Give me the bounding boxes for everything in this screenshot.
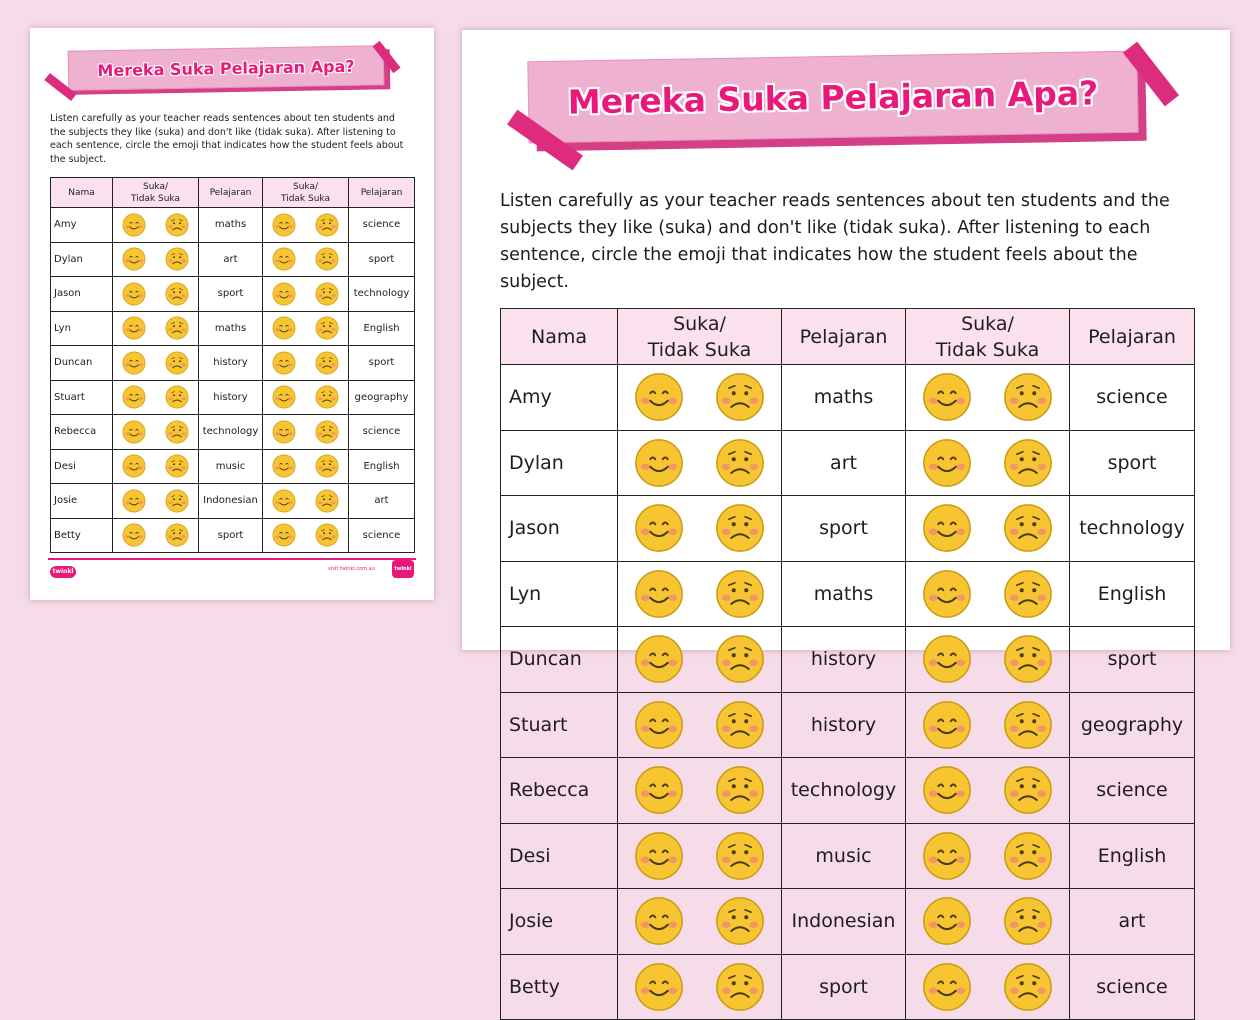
emoji-cell xyxy=(113,208,199,243)
emoji-cell xyxy=(113,518,199,553)
happy-face-icon[interactable] xyxy=(122,489,146,513)
emoji-cell xyxy=(906,758,1070,824)
header-feeling: Suka/ Tidak Suka xyxy=(263,178,349,208)
sad-face-icon[interactable] xyxy=(165,454,189,478)
student-name: Dylan xyxy=(501,430,618,496)
sad-face-icon[interactable] xyxy=(715,700,765,750)
happy-face-icon[interactable] xyxy=(272,420,296,444)
happy-face-icon[interactable] xyxy=(272,282,296,306)
emoji-cell xyxy=(113,449,199,484)
header-feeling: Suka/ Tidak Suka xyxy=(906,309,1070,365)
sad-face-icon[interactable] xyxy=(715,569,765,619)
student-table xyxy=(500,308,1195,1020)
sad-face-icon[interactable] xyxy=(1003,896,1053,946)
sad-face-icon[interactable] xyxy=(165,420,189,444)
sad-face-icon[interactable] xyxy=(165,247,189,271)
header-subject: Pelajaran xyxy=(349,178,415,208)
subject-cell: music xyxy=(199,449,263,484)
table-row xyxy=(51,449,415,484)
sad-face-icon[interactable] xyxy=(1003,962,1053,1012)
emoji-cell xyxy=(618,365,782,431)
student-name: Desi xyxy=(501,823,618,889)
student-name: Lyn xyxy=(51,311,113,346)
happy-face-icon[interactable] xyxy=(634,831,684,881)
emoji-cell xyxy=(113,242,199,277)
sad-face-icon[interactable] xyxy=(1003,634,1053,684)
emoji-cell xyxy=(263,208,349,243)
happy-face-icon[interactable] xyxy=(922,962,972,1012)
happy-face-icon[interactable] xyxy=(634,634,684,684)
happy-face-icon[interactable] xyxy=(634,896,684,946)
emoji-cell xyxy=(618,823,782,889)
table-row xyxy=(501,627,1195,693)
student-name: Stuart xyxy=(51,380,113,415)
happy-face-icon[interactable] xyxy=(272,247,296,271)
sad-face-icon[interactable] xyxy=(1003,765,1053,815)
sad-face-icon[interactable] xyxy=(315,351,339,375)
happy-face-icon[interactable] xyxy=(272,385,296,409)
student-name: Lyn xyxy=(501,561,618,627)
student-name: Josie xyxy=(501,889,618,955)
sad-face-icon[interactable] xyxy=(165,316,189,340)
emoji-cell xyxy=(263,518,349,553)
table-row xyxy=(501,823,1195,889)
sad-face-icon[interactable] xyxy=(315,489,339,513)
student-name: Jason xyxy=(501,496,618,562)
happy-face-icon[interactable] xyxy=(634,372,684,422)
instructions: Listen carefully as your teacher reads sentences about ten students and the subjects they like (suka) and don't like (tidak suka). After listening to each sentence, circle the emoji that indicates how the student feels about the subject. xyxy=(500,191,1170,292)
sad-face-icon[interactable] xyxy=(315,282,339,306)
subject-cell: technology xyxy=(1070,496,1195,562)
subject-cell: English xyxy=(349,449,415,484)
happy-face-icon[interactable] xyxy=(634,503,684,553)
subject-cell: music xyxy=(782,823,906,889)
happy-face-icon[interactable] xyxy=(922,700,972,750)
header-name: Nama xyxy=(51,178,113,208)
sad-face-icon[interactable] xyxy=(165,213,189,237)
student-name: Rebecca xyxy=(51,415,113,450)
sad-face-icon[interactable] xyxy=(715,831,765,881)
emoji-cell xyxy=(906,823,1070,889)
header-subject: Pelajaran xyxy=(199,178,263,208)
student-name: Betty xyxy=(51,518,113,553)
happy-face-icon[interactable] xyxy=(634,962,684,1012)
table-header-row xyxy=(501,309,1195,365)
subject-cell: history xyxy=(199,346,263,381)
subject-cell: maths xyxy=(199,311,263,346)
subject-cell: technology xyxy=(199,415,263,450)
emoji-cell xyxy=(263,242,349,277)
happy-face-icon[interactable] xyxy=(122,385,146,409)
emoji-cell xyxy=(618,627,782,693)
subject-cell: sport xyxy=(1070,430,1195,496)
subject-cell: sport xyxy=(199,518,263,553)
twinkl-badge: twinkl xyxy=(392,560,414,578)
instructions: Listen carefully as your teacher reads sentences about ten students and the subjects they like (suka) and don't like (tidak suka). After listening to each sentence, circle the emoji that indicates how the student feels about the subject. xyxy=(50,113,404,165)
sad-face-icon[interactable] xyxy=(1003,503,1053,553)
happy-face-icon[interactable] xyxy=(122,247,146,271)
sad-face-icon[interactable] xyxy=(715,503,765,553)
happy-face-icon[interactable] xyxy=(272,213,296,237)
subject-cell: technology xyxy=(349,277,415,312)
emoji-cell xyxy=(618,758,782,824)
subject-cell: technology xyxy=(782,758,906,824)
happy-face-icon[interactable] xyxy=(634,765,684,815)
subject-cell: art xyxy=(199,242,263,277)
happy-face-icon[interactable] xyxy=(922,438,972,488)
happy-face-icon[interactable] xyxy=(272,316,296,340)
happy-face-icon[interactable] xyxy=(922,831,972,881)
subject-cell: maths xyxy=(782,365,906,431)
header-feeling: Suka/ Tidak Suka xyxy=(618,309,782,365)
happy-face-icon[interactable] xyxy=(272,489,296,513)
table-row xyxy=(51,277,415,312)
table-row xyxy=(501,365,1195,431)
subject-cell: science xyxy=(349,518,415,553)
happy-face-icon[interactable] xyxy=(922,634,972,684)
table-row xyxy=(51,518,415,553)
footer-url: visit twinkl.com.au xyxy=(328,566,375,572)
student-name: Dylan xyxy=(51,242,113,277)
sad-face-icon[interactable] xyxy=(165,523,189,547)
happy-face-icon[interactable] xyxy=(922,372,972,422)
happy-face-icon[interactable] xyxy=(272,351,296,375)
happy-face-icon[interactable] xyxy=(634,700,684,750)
student-name: Amy xyxy=(51,208,113,243)
sad-face-icon[interactable] xyxy=(315,213,339,237)
happy-face-icon[interactable] xyxy=(922,896,972,946)
table-row xyxy=(501,758,1195,824)
subject-cell: geography xyxy=(349,380,415,415)
student-name: Jason xyxy=(51,277,113,312)
happy-face-icon[interactable] xyxy=(122,420,146,444)
sad-face-icon[interactable] xyxy=(315,247,339,271)
table-row xyxy=(51,311,415,346)
happy-face-icon[interactable] xyxy=(922,765,972,815)
header-subject: Pelajaran xyxy=(1070,309,1195,365)
emoji-cell xyxy=(618,496,782,562)
table-row xyxy=(501,692,1195,758)
emoji-cell xyxy=(263,311,349,346)
emoji-cell xyxy=(113,380,199,415)
student-table xyxy=(50,177,415,553)
happy-face-icon[interactable] xyxy=(272,454,296,478)
subject-cell: English xyxy=(1070,823,1195,889)
sad-face-icon[interactable] xyxy=(715,896,765,946)
sad-face-icon[interactable] xyxy=(165,282,189,306)
subject-cell: science xyxy=(1070,954,1195,1020)
header-name: Nama xyxy=(501,309,618,365)
student-name: Rebecca xyxy=(501,758,618,824)
subject-cell: Indonesian xyxy=(782,889,906,955)
subject-cell: maths xyxy=(199,208,263,243)
sad-face-icon[interactable] xyxy=(315,316,339,340)
sad-face-icon[interactable] xyxy=(715,765,765,815)
student-name: Amy xyxy=(501,365,618,431)
table-row xyxy=(51,380,415,415)
footer-divider xyxy=(48,558,416,560)
sad-face-icon[interactable] xyxy=(715,438,765,488)
subject-cell: history xyxy=(199,380,263,415)
worksheet-thumbnail[interactable] xyxy=(30,28,434,600)
subject-cell: history xyxy=(782,692,906,758)
subject-cell: science xyxy=(349,415,415,450)
happy-face-icon[interactable] xyxy=(634,569,684,619)
emoji-cell xyxy=(263,380,349,415)
emoji-cell xyxy=(906,496,1070,562)
student-name: Desi xyxy=(51,449,113,484)
subject-cell: history xyxy=(782,627,906,693)
worksheet-zoomed[interactable] xyxy=(462,30,1230,998)
emoji-cell xyxy=(906,889,1070,955)
emoji-cell xyxy=(906,627,1070,693)
table-row xyxy=(51,242,415,277)
emoji-cell xyxy=(618,692,782,758)
happy-face-icon[interactable] xyxy=(122,282,146,306)
happy-face-icon[interactable] xyxy=(922,569,972,619)
subject-cell: art xyxy=(782,430,906,496)
title-banner xyxy=(64,44,404,104)
subject-cell: science xyxy=(349,208,415,243)
subject-cell: sport xyxy=(782,954,906,1020)
student-name: Stuart xyxy=(501,692,618,758)
header-feeling: Suka/ Tidak Suka xyxy=(113,178,199,208)
table-row xyxy=(51,208,415,243)
emoji-cell xyxy=(618,954,782,1020)
table-row xyxy=(51,346,415,381)
table-row xyxy=(501,496,1195,562)
sad-face-icon[interactable] xyxy=(315,420,339,444)
emoji-cell xyxy=(906,561,1070,627)
emoji-cell xyxy=(906,954,1070,1020)
happy-face-icon[interactable] xyxy=(122,454,146,478)
page-title: Mereka Suka Pelajaran Apa? xyxy=(97,56,355,80)
happy-face-icon[interactable] xyxy=(122,213,146,237)
subject-cell: sport xyxy=(199,277,263,312)
student-name: Duncan xyxy=(501,627,618,693)
subject-cell: science xyxy=(1070,365,1195,431)
student-name: Betty xyxy=(501,954,618,1020)
sad-face-icon[interactable] xyxy=(1003,372,1053,422)
subject-cell: sport xyxy=(1070,627,1195,693)
emoji-cell xyxy=(263,449,349,484)
emoji-cell xyxy=(113,311,199,346)
emoji-cell xyxy=(906,692,1070,758)
subject-cell: English xyxy=(1070,561,1195,627)
title-banner xyxy=(522,50,1162,160)
emoji-cell xyxy=(113,346,199,381)
table-row xyxy=(501,561,1195,627)
subject-cell: geography xyxy=(1070,692,1195,758)
emoji-cell xyxy=(263,277,349,312)
emoji-cell xyxy=(263,415,349,450)
subject-cell: Indonesian xyxy=(199,484,263,519)
sad-face-icon[interactable] xyxy=(1003,438,1053,488)
happy-face-icon[interactable] xyxy=(634,438,684,488)
table-row xyxy=(501,954,1195,1020)
table-row xyxy=(51,415,415,450)
emoji-cell xyxy=(618,561,782,627)
student-name: Josie xyxy=(51,484,113,519)
table-header-row xyxy=(51,178,415,208)
subject-cell: sport xyxy=(349,346,415,381)
subject-cell: sport xyxy=(782,496,906,562)
twinkl-logo: twinkl xyxy=(50,566,76,578)
emoji-cell xyxy=(618,430,782,496)
table-row xyxy=(51,484,415,519)
sad-face-icon[interactable] xyxy=(165,489,189,513)
subject-cell: sport xyxy=(349,242,415,277)
sad-face-icon[interactable] xyxy=(715,634,765,684)
emoji-cell xyxy=(906,430,1070,496)
happy-face-icon[interactable] xyxy=(122,523,146,547)
sad-face-icon[interactable] xyxy=(1003,700,1053,750)
sad-face-icon[interactable] xyxy=(165,385,189,409)
emoji-cell xyxy=(263,346,349,381)
happy-face-icon[interactable] xyxy=(272,523,296,547)
emoji-cell xyxy=(113,484,199,519)
sad-face-icon[interactable] xyxy=(165,351,189,375)
sad-face-icon[interactable] xyxy=(315,454,339,478)
sad-face-icon[interactable] xyxy=(715,372,765,422)
subject-cell: art xyxy=(349,484,415,519)
page-title: Mereka Suka Pelajaran Apa? xyxy=(567,72,1099,122)
happy-face-icon[interactable] xyxy=(122,316,146,340)
table-row xyxy=(501,889,1195,955)
happy-face-icon[interactable] xyxy=(922,503,972,553)
subject-cell: art xyxy=(1070,889,1195,955)
sad-face-icon[interactable] xyxy=(315,385,339,409)
sad-face-icon[interactable] xyxy=(1003,569,1053,619)
subject-cell: English xyxy=(349,311,415,346)
emoji-cell xyxy=(113,277,199,312)
table-row xyxy=(501,430,1195,496)
emoji-cell xyxy=(906,365,1070,431)
header-subject: Pelajaran xyxy=(782,309,906,365)
student-name: Duncan xyxy=(51,346,113,381)
happy-face-icon[interactable] xyxy=(122,351,146,375)
subject-cell: maths xyxy=(782,561,906,627)
sad-face-icon[interactable] xyxy=(715,962,765,1012)
emoji-cell xyxy=(263,484,349,519)
emoji-cell xyxy=(113,415,199,450)
emoji-cell xyxy=(618,889,782,955)
sad-face-icon[interactable] xyxy=(315,523,339,547)
sad-face-icon[interactable] xyxy=(1003,831,1053,881)
subject-cell: science xyxy=(1070,758,1195,824)
